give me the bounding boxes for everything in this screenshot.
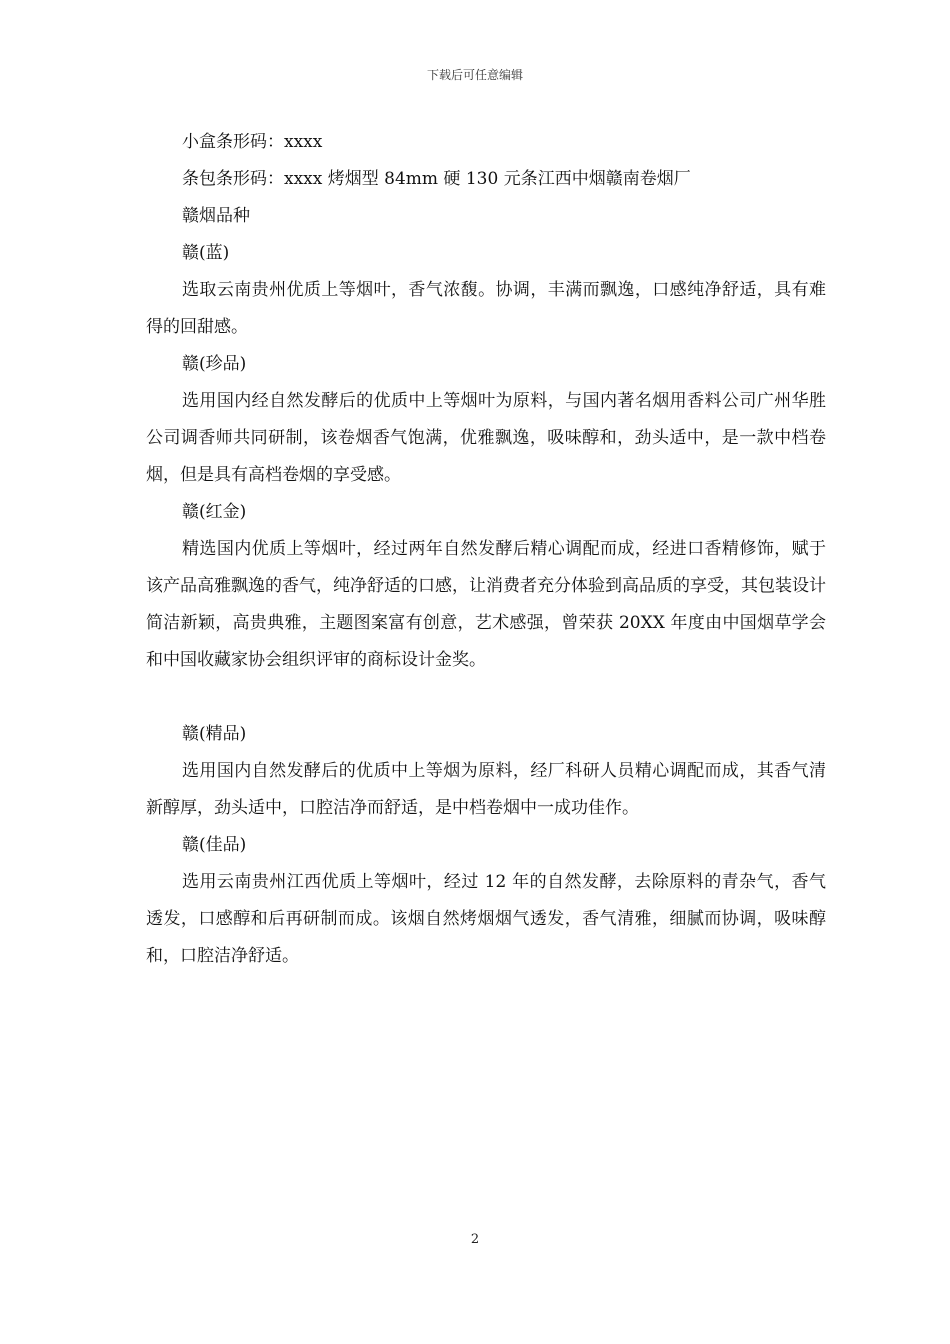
- carton-barcode: 条包条形码：xxxx 烤烟型 84mm 硬 130 元条江西中烟赣南卷烟厂: [182, 169, 691, 189]
- variety-description-fine: 选用国内自然发酵后的优质中上等烟为原料，经厂科研人员精心调配而成，其香气清新醇厚，劲头适中，口腔洁净而舒适，是中档卷烟中一成功佳作。: [146, 761, 826, 818]
- variety-description-treasure: 选用国内经自然发酵后的优质中上等烟叶为原料，与国内著名烟用香料公司广州华胜公司调香师共同研制，该卷烟香气饱满，优雅飘逸，吸味醇和，劲头适中，是一款中档卷烟，但是具有高档卷烟的享受感。: [146, 391, 826, 485]
- variety-name-premium: 赣(佳品): [182, 835, 247, 855]
- variety-name-fine: 赣(精品): [182, 724, 247, 744]
- variety-name-treasure: 赣(珍品): [182, 354, 247, 374]
- small-box-barcode: 小盒条形码：xxxx: [182, 132, 323, 152]
- page-number: 2: [470, 1232, 480, 1247]
- header-note: 下载后可任意编辑: [426, 68, 523, 82]
- section-title: 赣烟品种: [182, 206, 250, 226]
- variety-description-blue: 选取云南贵州优质上等烟叶，香气浓馥。协调，丰满而飘逸，口感纯净舒适，具有难得的回甜感。: [146, 280, 826, 337]
- variety-name-red-gold: 赣(红金): [182, 502, 247, 522]
- document-body: [146, 124, 826, 975]
- variety-description-premium: 选用云南贵州江西优质上等烟叶，经过 12 年的自然发酵，去除原料的青杂气，香气透发，口感醇和后再研制而成。该烟自然烤烟烟气透发，香气清雅，细腻而协调，吸味醇和，口腔洁净舒适。: [146, 872, 826, 966]
- variety-description-red-gold: 精选国内优质上等烟叶，经过两年自然发酵后精心调配而成，经进口香精修饰，赋于该产品高雅飘逸的香气，纯净舒适的口感，让消费者充分体验到高品质的享受，其包装设计简洁新颖，高贵典雅，主题图案富有创意，艺术感强，曾荣获 20XX 年度由中国烟草学会和中国收藏家协会组织评审的商标设计金奖。: [146, 539, 826, 670]
- paragraph-gap: [146, 679, 826, 716]
- variety-name-blue: 赣(蓝): [182, 243, 230, 263]
